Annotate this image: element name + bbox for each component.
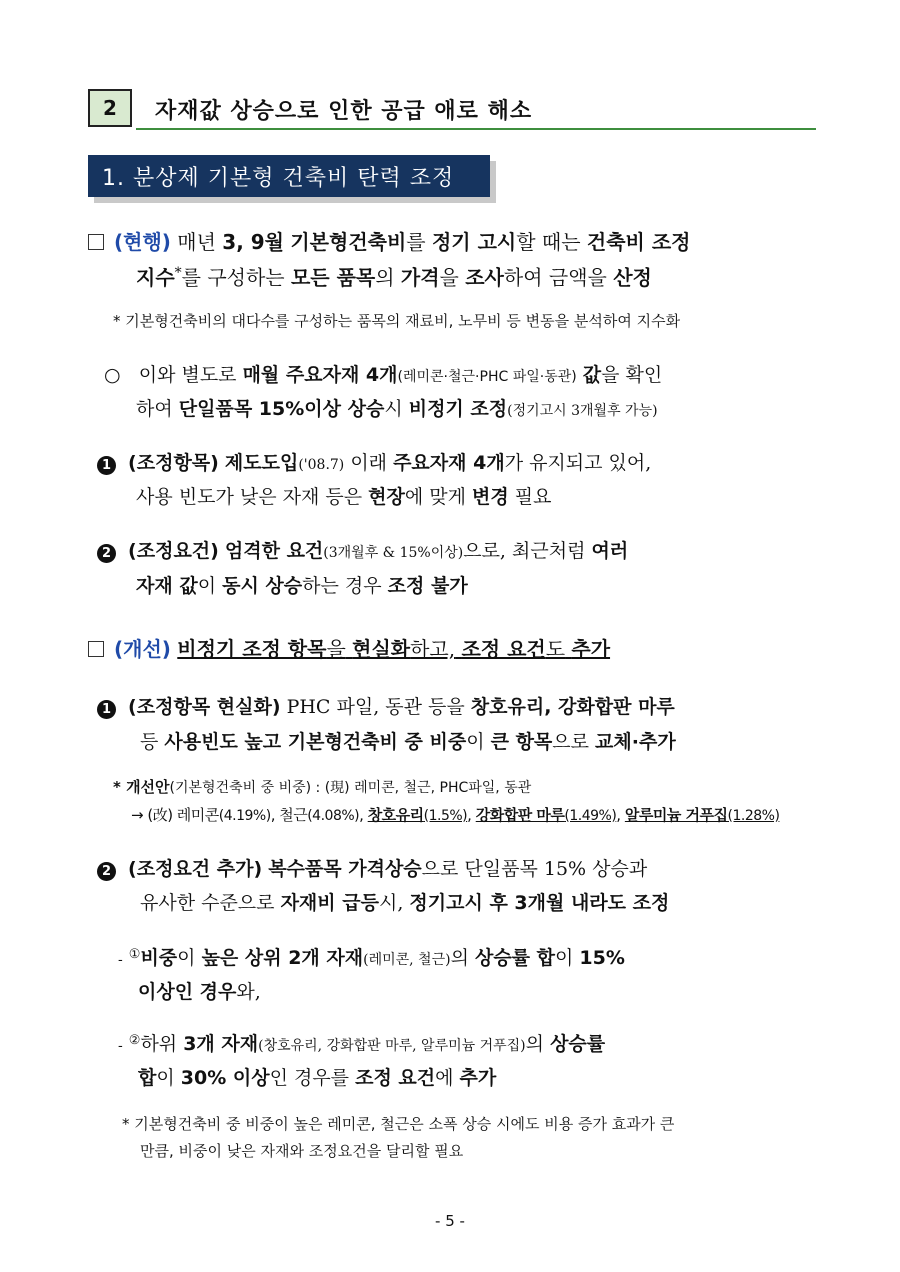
current-item-1-line-1: 1 (조정항목) 제도도입('08.7) 이래 주요자재 4개가 유지되고 있어, (97, 454, 651, 475)
circle-item-line-1: ○ 이와 별도로 매월 주요자재 4개(레미콘·철근·PHC 파일·동관) 값을 확인 (104, 364, 663, 386)
checkbox-square-icon (88, 234, 104, 250)
section-rule (136, 128, 816, 130)
current-label: (현행) (114, 230, 171, 254)
subsection-title: 1. 분상제 기본형 건축비 탄력 조정 (102, 165, 455, 191)
improve-item-1-note-1: * 개선안(기본형건축비 중 비중) : (現) 레미콘, 철근, PHC파일, 동관 (113, 778, 532, 796)
circle-item-line-2: 하여 단일품목 15%이상 상승시 비정기 조정(정기고시 3개월후 가능) (136, 398, 658, 420)
current-item-2-line-1: 2 (조정요건) 엄격한 요건(3개월후 & 15%이상)으로, 최근처럼 여러 (97, 542, 628, 563)
improve-label: (개선) (114, 637, 171, 661)
improve-item-2-line-2: 유사한 수준으로 자재비 급등시, 정기고시 후 3개월 내라도 조정 (140, 892, 670, 914)
improve-dash-2-line-1: - ②하위 3개 자재(창호유리, 강화합판 마루, 알루미늄 거푸집)의 상승률 (118, 1033, 606, 1055)
number-1-icon: 1 (97, 456, 116, 475)
improve-dash-1-line-2: 이상인 경우와, (138, 981, 261, 1003)
improve-footnote-2: 만큼, 비중이 낮은 자재와 조정요건을 달리할 필요 (140, 1142, 464, 1160)
page-number: - 5 - (435, 1212, 465, 1230)
current-line-2: 지수*를 구성하는 모든 품목의 가격을 조사하여 금액을 산정 (136, 265, 652, 290)
improve-item-1-line-2: 등 사용빈도 높고 기본형건축비 중 비중이 큰 항목으로 교체·추가 (140, 731, 676, 753)
improve-item-1-line-1: 1 (조정항목 현실화) PHC 파일, 동관 등을 창호유리, 강화합판 마루 (97, 698, 675, 719)
section-number: 2 (103, 96, 117, 120)
current-item-2-line-2: 자재 값이 동시 상승하는 경우 조정 불가 (136, 575, 468, 597)
current-footnote: * 기본형건축비의 대다수를 구성하는 품목의 재료비, 노무비 등 변동을 분석하여 지수화 (113, 312, 681, 330)
current-item-1-line-2: 사용 빈도가 낮은 자재 등은 현장에 맞게 변경 필요 (136, 486, 552, 508)
number-1-icon: 1 (97, 700, 116, 719)
section-number-box (88, 89, 132, 127)
checkbox-square-icon (88, 641, 104, 657)
improve-footnote-1: * 기본형건축비 중 비중이 높은 레미콘, 철근은 소폭 상승 시에도 비용 증가 효과가 큰 (122, 1115, 675, 1133)
improve-dash-1-line-1: - ①비중이 높은 상위 2개 자재(레미콘, 철근)의 상승률 합이 15% (118, 947, 625, 969)
improve-headline: (개선) 비정기 조정 항목을 현실화하고, 조정 요건도 추가 (88, 639, 610, 659)
number-2-icon: 2 (97, 862, 116, 881)
improve-item-2-line-1: 2 (조정요건 추가) 복수품목 가격상승으로 단일품목 15% 상승과 (97, 860, 647, 881)
number-2-icon: 2 (97, 544, 116, 563)
improve-dash-2-line-2: 합이 30% 이상인 경우를 조정 요건에 추가 (138, 1067, 497, 1089)
improve-item-1-note-2: → (改) 레미콘(4.19%), 철근(4.08%), 창호유리(1.5%), 강화합판 마루(1.49%), 알루미늄 거푸집(1.28%) (131, 806, 780, 824)
section-title: 자재값 상승으로 인한 공급 애로 해소 (155, 99, 533, 124)
current-line-1: (현행) 매년 3, 9월 기본형건축비를 정기 고시할 때는 건축비 조정 (88, 232, 690, 252)
subsection-title-box (88, 155, 490, 197)
